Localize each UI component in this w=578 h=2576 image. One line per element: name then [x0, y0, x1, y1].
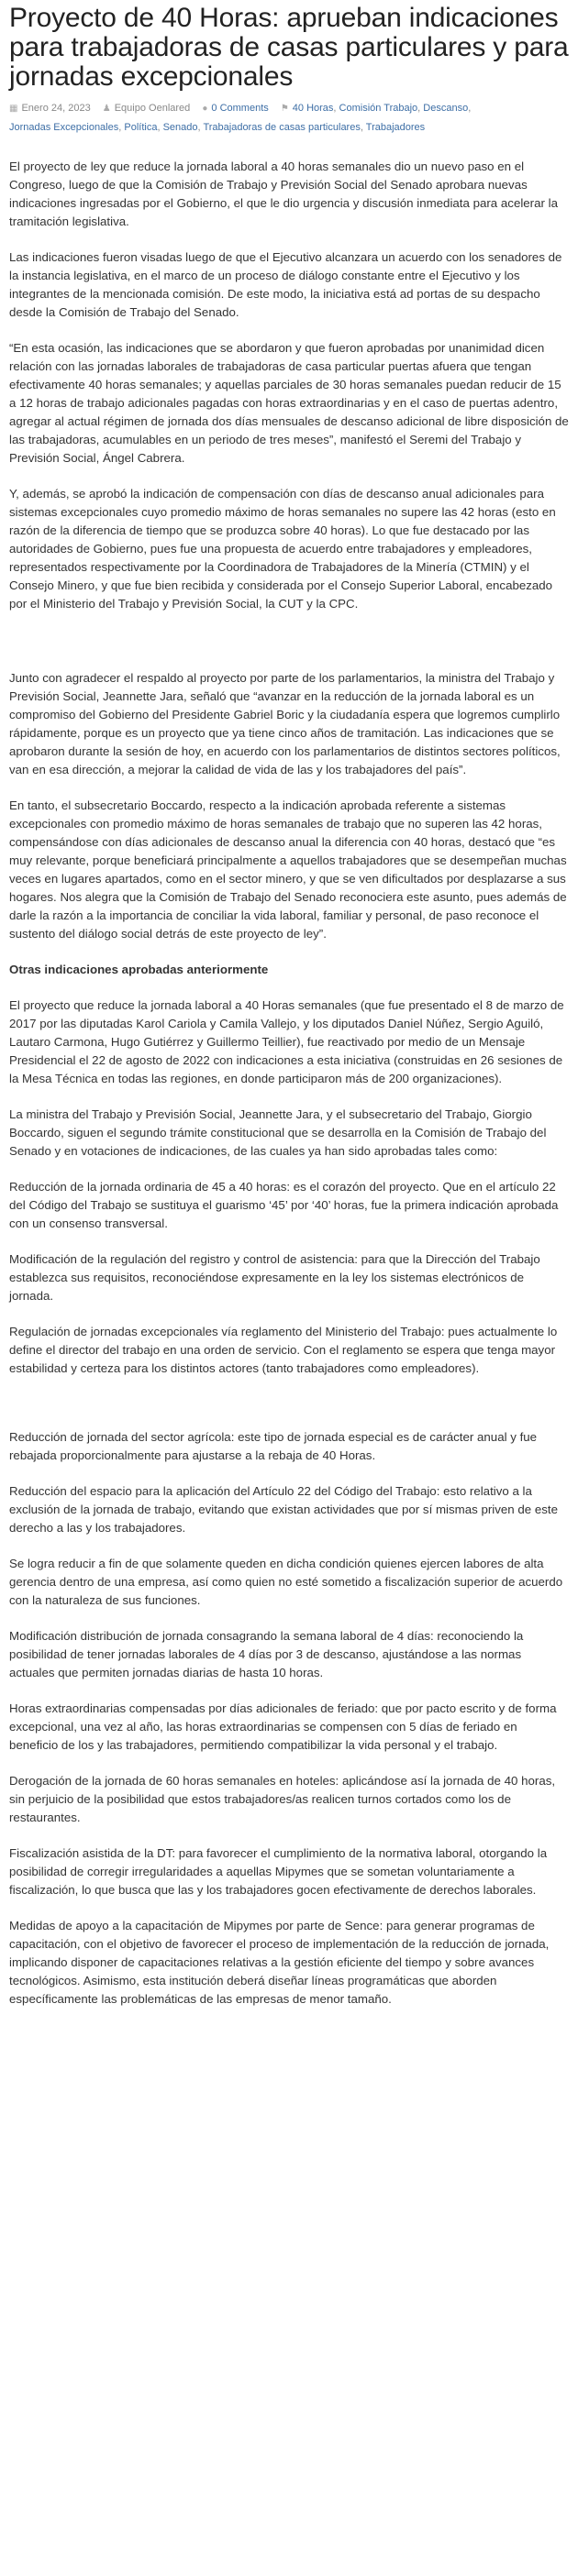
paragraph: Regulación de jornadas excepcionales vía reglamento del Ministerio del Trabajo: pues actualmente lo define el director del trabajo en una orden de servicio. Con el reglamento se espera que tenga mayor estabilidad y certeza para los distintos actores (tanto trabajadores como empleadores).	[9, 1325, 558, 1375]
tag-link[interactable]: Descanso	[423, 103, 469, 114]
paragraph: Reducción del espacio para la aplicación del Artículo 22 del Código del Trabajo: esto relativo a la exclusión de la jornada de trabajo, evitando que existan actividades que por sí mismas priven de este derecho a las y los trabajadores.	[9, 1484, 558, 1535]
paragraph: Modificación de la regulación del registro y control de asistencia: para que la Dirección del Trabajo establezca sus requisitos, reconociéndose expresamente en la ley los sistemas electrónicos de jornada.	[9, 1252, 540, 1303]
tag-link[interactable]: Senado	[162, 122, 198, 133]
paragraph: Modificación distribución de jornada consagrando la semana laboral de 4 días: reconociendo la posibilidad de tener jornadas laborales de 4 días por 3 de descanso, ajustándose a las normas actuales que permiten jornadas diarias de hasta 10 horas.	[9, 1629, 524, 1679]
paragraph: Las indicaciones fueron visadas luego de que el Ejecutivo alcanzara un acuerdo con los senadores de la instancia legislativa, en el marco de un proceso de diálogo constante entre el Ejecutivo y los integrantes de la mencionada comisión. De este modo, la iniciativa está ad portas de su despacho desde la Comisión de Trabajo del Senado.	[9, 250, 562, 319]
tag-link[interactable]: Comisión Trabajo	[339, 103, 418, 114]
tag-link[interactable]: Trabajadores	[365, 122, 426, 133]
paragraph: Medidas de apoyo a la capacitación de Mipymes por parte de Sence: para generar programas de capacitación, con el objetivo de favorecer el proceso de implementación de la reducción de jornada, implicando disponer de capacitaciones relativas a la gestión eficiente del tiempo y sobre avances tecnológicos. Asimismo, esta institución deberá diseñar líneas programáticas que aborden específicamente las problemáticas de las empresas de menor tamaño.	[9, 1919, 550, 2006]
paragraph: Se logra reducir a fin de que solamente queden en dicha condición quienes ejercen labores de alta gerencia dentro de una empresa, así como quien no esté sometido a fiscalización superior de acuerdo con la naturaleza de sus funciones.	[9, 1557, 563, 1607]
post-date: ▦ Enero 24, 2023	[9, 103, 91, 114]
paragraph: Fiscalización asistida de la DT: para favorecer el cumplimiento de la normativa laboral, otorgando la posibilidad de corregir irregularidades a aquellas Mipymes que se sometan voluntariamente a fiscalización, lo que busca que las y los trabajadores gocen efectivamente de derechos laborales.	[9, 1846, 548, 1897]
calendar-icon: ▦	[9, 104, 18, 114]
paragraph: Derogación de la jornada de 60 horas semanales en hoteles: aplicándose así la jornada de 40 horas, sin perjuicio de la posibilidad que estos trabajadores/as realicen turnos cortados como los de restaurantes.	[9, 1774, 556, 1824]
tag-link[interactable]: Trabajadoras de casas particulares	[203, 122, 361, 133]
tag-link[interactable]: Jornadas Excepcionales	[9, 122, 119, 133]
paragraph: Horas extraordinarias compensadas por días adicionales de feriado: que por pacto escrito y de forma excepcional, una vez al año, las horas extraordinarias se compensen con 5 días de feriado en beneficio de los y las trabajadores, permitiendo compatibilizar la vida personal y el trabajo.	[9, 1701, 557, 1752]
post-comments[interactable]	[202, 103, 268, 114]
paragraph: Junto con agradecer el respaldo al proyecto por parte de los parlamentarios, la ministra del Trabajo y Previsión Social, Jeannette Jara, señaló que “avanzar en la reducción de la jornada laboral es un compromiso del Gobierno del Presidente Gabriel Boric y la ciudadanía espera que logremos cumplirlo rápidamente, porque es un proyecto que ya tiene cinco años de tramitación. Las indicaciones que se aprobaron durante la sesión de hoy, en acuerdo con los parlamentarios de distintos sectores políticos, van en esa dirección, a mejorar la calidad de vida de las y los trabajadores del país”.	[9, 671, 561, 776]
spacer	[9, 1395, 569, 1428]
comments-link[interactable]: 0 Comments	[211, 103, 269, 114]
article-title: Proyecto de 40 Horas: aprueban indicaciones para trabajadoras de casas particulares y para jornadas excepcionales	[9, 3, 569, 92]
section-subheading: Otras indicaciones aprobadas anteriormente	[9, 963, 269, 976]
user-icon: ♟	[102, 104, 111, 114]
post-author[interactable]: ♟ Equipo Oenlared	[102, 103, 191, 114]
paragraph: El proyecto de ley que reduce la jornada laboral a 40 horas semanales dio un nuevo paso en el Congreso, luego de que la Comisión de Trabajo y Previsión Social del Senado aprobara nuevas indicaciones ingresadas por el Gobierno, el que le dio urgencia y discusión inmediata para acelerar la tramitación legislativa.	[9, 160, 558, 228]
paragraph: En tanto, el subsecretario Boccardo, respecto a la indicación aprobada referente a sistemas excepcionales con promedio máximo de horas semanales de trabajo que no superen las 42 horas, compensándose con días adicionales de descanso anual la diferencia con 40 horas, destacó que “es muy relevante, porque beneficiará principalmente a aquellos trabajadores que se desempeñan muchas veces en lugares apartados, como en el sector minero, y que se ven dificultados por desplazarse a sus hogares. Nos alegra que la Comisión de Trabajo del Senado reconociera este asunto, pues además de darle la razón a la importancia de conciliar la vida laboral, familiar y personal, de paso reconoce el sustento del diálogo social detrás de este proyecto de ley”.	[9, 798, 567, 941]
paragraph: El proyecto que reduce la jornada laboral a 40 Horas semanales (que fue presentado el 8 de marzo de 2017 por las diputadas Karol Cariola y Camila Vallejo, y los diputados Daniel Núñez, Sergio Aguiló, Lautaro Carmona, Hugo Gutiérrez y Guillermo Teillier), fue reactivado por medio de un Mensaje Presidencial el 22 de agosto de 2022 con indicaciones a esta iniciativa (construidas en 26 sesiones de la Mesa Técnica en todas las regiones, en donde participaron más de 200 organizaciones).	[9, 998, 564, 1085]
paragraph: Y, además, se aprobó la indicación de compensación con días de descanso anual adicionales para sistemas excepcionales cuyo promedio máximo de horas semanales no supere las 42 horas (esto en razón de la diferencia de tiempo que se produzca sobre 40 horas). Lo que fue destacado por las autoridades de Gobierno, pues fue una propuesta de acuerdo entre trabajadores y empleadores, representados respectivamente por la Coordinadora de Trabajadores de la Minería (CTMIN) y el Consejo Minero, y que fue bien recibida y considerada por el Consejo Superior Laboral, encabezado por el Ministerio del Trabajo y Previsión Social, la CUT y la CPC.	[9, 487, 556, 611]
comment-icon: ●	[202, 104, 208, 114]
article-body	[9, 158, 569, 2009]
post-tags-continued: Jornadas Excepcionales, Política, Senado, Trabajadoras de casas particulares, Trabajadores	[9, 122, 426, 133]
paragraph: Reducción de la jornada ordinaria de 45 a 40 horas: es el corazón del proyecto. Que en el artículo 22 del Código del Trabajo se sustituya el guarismo ‘45’ por ‘40’ horas, fue la primera indicación aprobada con un consenso transversal.	[9, 1180, 559, 1230]
tag-link[interactable]: Política	[124, 122, 158, 133]
post-meta	[9, 99, 569, 138]
spacer	[9, 631, 569, 669]
tag-icon: ⚑	[280, 104, 289, 114]
post-tags: ⚑ 40 Horas, Comisión Trabajo, Descanso,	[280, 103, 472, 114]
paragraph: La ministra del Trabajo y Previsión Social, Jeannette Jara, y el subsecretario del Trabajo, Giorgio Boccardo, siguen el segundo trámite constitucional que se desarrolla en la Comisión de Trabajo del Senado y en votaciones de indicaciones, de las cuales ya han sido aprobadas tales como:	[9, 1107, 547, 1158]
tag-link[interactable]: 40 Horas	[292, 103, 334, 114]
paragraph: Reducción de jornada del sector agrícola: este tipo de jornada especial es de carácter anual y fue rebajada proporcionalmente para ajustarse a la rebaja de 40 Horas.	[9, 1430, 538, 1462]
paragraph: “En esta ocasión, las indicaciones que se abordaron y que fueron aprobadas por unanimidad dicen relación con las jornadas laborales de trabajadoras de casa particular puertas afuera que tengan efectivamente 40 horas semanales; y aquellas parciales de 30 horas semanales puedan reducir de 15 a 12 horas de trabajo adicionales pagadas con horas extraordinarias y en el caso de puertas adentro, agregar al actual régimen de jornada dos días mensuales de descanso adicional de libre disposición de las trabajadoras, acumulables en un periodo de tres meses”, manifestó el Seremi del Trabajo y Previsión Social, Ángel Cabrera.	[9, 341, 569, 465]
